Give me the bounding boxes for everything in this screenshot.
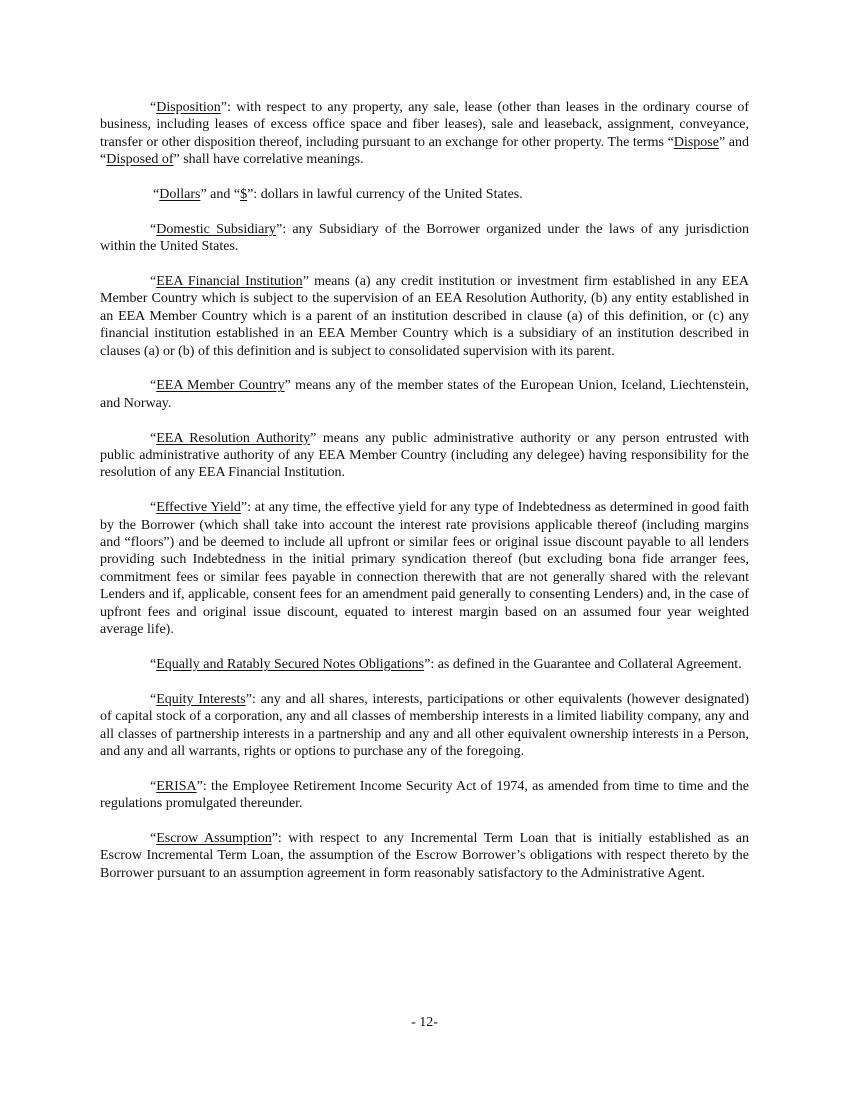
definition-text: ”: dollars in lawful currency of the United States. [247,187,523,203]
defined-term: EEA Resolution Authority [156,430,311,446]
definitions-list [100,99,749,882]
definition-domestic-subsidiary [100,221,749,256]
definition-text: “ [150,274,157,290]
defined-term: EEA Member Country [156,378,285,394]
definition-erisa [100,778,749,813]
document-page [100,99,749,900]
definition-text: “ [150,778,157,794]
definition-text: ”: any Subsidiary of the Borrower organized under the laws of any jurisdiction within the United States. [100,221,749,255]
definition-text: ” means (a) any credit institution or investment firm established in any EEA Member Country which is subject to the supervision of an EEA Resolution Authority, (b) any entity established in an EEA Member Country which is a parent of an institution described in clause (a) of this definition, or (c) any financial institution established in an EEA Member Country which is a subsidiary of an institution described in clauses (a) or (b) of this definition and is subject to consolidated supervision with its parent. [100,274,749,359]
defined-term: Equally and Ratably Secured Notes Obligations [156,656,425,672]
definition-effective-yield [100,499,749,638]
definition-escrow-assumption [100,830,749,882]
defined-term: Dispose [673,134,719,150]
definition-eea-member-country [100,377,749,412]
definition-text: “ [150,691,157,707]
definition-text: “ [150,500,157,516]
definition-eea-resolution-authority [100,430,749,482]
definition-text: ” and “ [100,134,749,168]
definition-text: ”: with respect to any Incremental Term Loan that is initially established as an Escrow Incremental Term Loan, the assumption of the Escrow Borrower’s obligations with respect thereto by the Borrower pursuant to an assumption agreement in form reasonably satisfactory to the Administrative Agent. [100,830,750,881]
definition-text: ”: any and all shares, interests, participations or other equivalents (however designated) of capital stock of a corporation, any and all classes of membership interests in a limited liability company, any and all classes of partnership interests in a partnership and any and all other equivalent ownership interests in a Person, and any and all warrants, rights or options to purchase any of the foregoing. [100,691,749,759]
definition-equity-interests [100,691,749,761]
defined-term: Escrow Assumption [156,830,272,846]
definition-text: ”: as defined in the Guarantee and Collateral Agreement. [424,656,742,672]
definition-text: “ [150,100,157,115]
definition-text: ”: the Employee Retirement Income Security Act of 1974, as amended from time to time and the regulations promulgated thereunder. [100,778,749,812]
definition-dollars [100,186,749,203]
definition-text: “ [150,656,157,672]
defined-term: $ [240,187,248,203]
definition-text: “ [150,378,157,394]
definition-text: “ [150,221,157,237]
definition-disposition [100,99,749,169]
definition-text: ” and “ [200,187,241,203]
definition-eea-financial-institution [100,273,749,360]
defined-term: EEA Financial Institution [156,274,303,290]
definition-text: “ [153,187,160,203]
defined-term: Disposed of [106,152,174,168]
definition-text: ” means any public administrative authority or any person entrusted with public administrative authority of any EEA Member Country (including any delegee) having responsibility for the resolution of any EEA Financial Institution. [100,430,750,481]
defined-term: Disposition [156,100,221,115]
definition-text: “ [150,430,157,446]
defined-term: ERISA [156,778,197,794]
definition-text: ”: at any time, the effective yield for any type of Indebtedness as determined in good faith by the Borrower (which shall take into account the interest rate provisions applicable thereof (including margins and “floors”) and be deemed to include all upfront or similar fees or original issue discount payable to all lenders providing such Indebtedness in the initial primary syndication thereof (but excluding bona fide arranger fees, commitment fees or similar fees payable in connection therewith that are not generally shared with the relevant Lenders and if, applicable, consent fees for an amendment paid generally to consenting Lenders) and, in the case of upfront fees and original issue discount, equated to interest margin based on an assumed four year weighted average life). [100,500,749,638]
definition-text: ” means any of the member states of the European Union, Iceland, Liechtenstein, and Norway. [100,378,749,411]
definition-equally-and-ratably [100,656,749,673]
definition-text: ” shall have correlative meanings. [173,152,364,168]
page-number: - 12- [411,1015,438,1030]
definition-text: “ [150,830,157,846]
defined-term: Effective Yield [156,500,241,516]
defined-term: Equity Interests [156,691,246,707]
definition-text: ”: with respect to any property, any sale, lease (other than leases in the ordinary course of business, including leases of excess office space and fiber leases), sale and leaseback, assignment, conveyance, transfer or other disposition thereof, including pursuant to an exchange for other property. The terms “ [100,100,749,150]
defined-term: Dollars [159,187,201,203]
defined-term: Domestic Subsidiary [156,221,277,237]
